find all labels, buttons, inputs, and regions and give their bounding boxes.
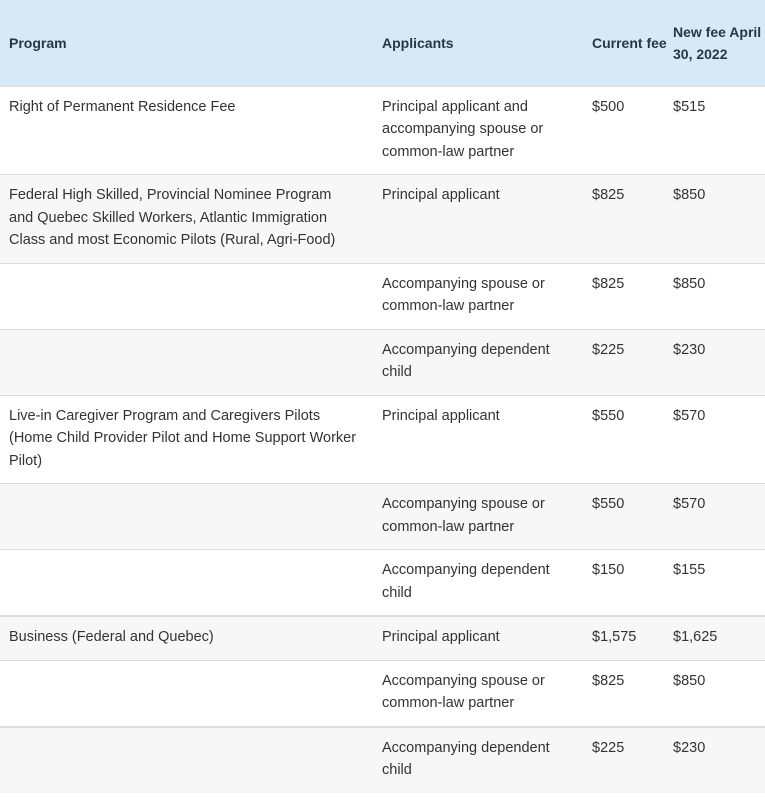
table-row bbox=[0, 550, 765, 617]
cell-new-fee: $850 bbox=[673, 275, 706, 292]
cell-applicants: Accompanying spouse or common-law partner bbox=[382, 275, 545, 314]
table-row bbox=[0, 86, 765, 175]
cell-current-fee: $1,575 bbox=[592, 629, 637, 645]
cell-current-fee: $550 bbox=[592, 496, 625, 512]
cell-program bbox=[0, 329, 373, 395]
header-row bbox=[0, 0, 765, 86]
header-applicants: Applicants bbox=[382, 34, 454, 51]
cell-applicants: Accompanying dependent child bbox=[382, 562, 550, 601]
cell-current-fee: $825 bbox=[592, 187, 625, 203]
cell-current-fee: $225 bbox=[592, 739, 625, 756]
cell-new-fee: $850 bbox=[673, 187, 706, 203]
cell-program: Live-in Caregiver Program and Caregivers Pilots (Home Child Provider Pilot and Home Support Worker Pilot) bbox=[9, 407, 357, 469]
cell-program: Right of Permanent Residence Fee bbox=[9, 98, 236, 115]
table-row bbox=[0, 616, 765, 660]
cell-applicants: Accompanying spouse or common-law partner bbox=[382, 672, 545, 711]
cell-program bbox=[0, 550, 373, 617]
cell-new-fee: $570 bbox=[673, 496, 706, 512]
cell-new-fee: $1,625 bbox=[673, 629, 718, 645]
cell-program bbox=[0, 660, 373, 727]
cell-new-fee: $155 bbox=[673, 562, 706, 578]
header-current-fee: Current fee bbox=[592, 34, 667, 51]
cell-new-fee: $850 bbox=[673, 672, 706, 689]
cell-new-fee: $230 bbox=[673, 739, 706, 756]
cell-program bbox=[0, 484, 373, 550]
cell-current-fee: $550 bbox=[592, 407, 625, 424]
table-row bbox=[0, 660, 765, 727]
cell-current-fee: $225 bbox=[592, 341, 625, 358]
cell-applicants: Principal applicant bbox=[382, 187, 500, 203]
cell-current-fee: $500 bbox=[592, 98, 625, 115]
cell-new-fee: $515 bbox=[673, 98, 706, 115]
cell-applicants: Accompanying dependent child bbox=[382, 341, 550, 380]
cell-current-fee: $825 bbox=[592, 672, 625, 689]
cell-applicants: Principal applicant and accompanying spouse or common-law partner bbox=[382, 98, 544, 160]
cell-applicants: Accompanying dependent child bbox=[382, 739, 550, 778]
header-new-fee: New fee April 30, 2022 bbox=[673, 23, 762, 62]
cell-program: Federal High Skilled, Provincial Nominee Program and Quebec Skilled Workers, Atlantic Immigration Class and most Economic Pilots (Rural, Agri-Food) bbox=[9, 187, 336, 248]
cell-new-fee: $230 bbox=[673, 341, 706, 358]
cell-program: Business (Federal and Quebec) bbox=[9, 629, 214, 645]
table-row bbox=[0, 263, 765, 329]
cell-program bbox=[0, 727, 373, 793]
table-row bbox=[0, 484, 765, 550]
cell-current-fee: $150 bbox=[592, 562, 625, 578]
table-row bbox=[0, 727, 765, 793]
cell-new-fee: $570 bbox=[673, 407, 706, 424]
table-row bbox=[0, 329, 765, 395]
table-row bbox=[0, 395, 765, 484]
header-program: Program bbox=[9, 34, 67, 51]
cell-program bbox=[0, 263, 373, 329]
table-body bbox=[0, 86, 765, 793]
cell-applicants: Accompanying spouse or common-law partner bbox=[382, 496, 545, 535]
cell-current-fee: $825 bbox=[592, 275, 625, 292]
table-row bbox=[0, 175, 765, 264]
table-header bbox=[0, 0, 765, 86]
cell-applicants: Principal applicant bbox=[382, 407, 500, 424]
cell-applicants: Principal applicant bbox=[382, 629, 500, 645]
